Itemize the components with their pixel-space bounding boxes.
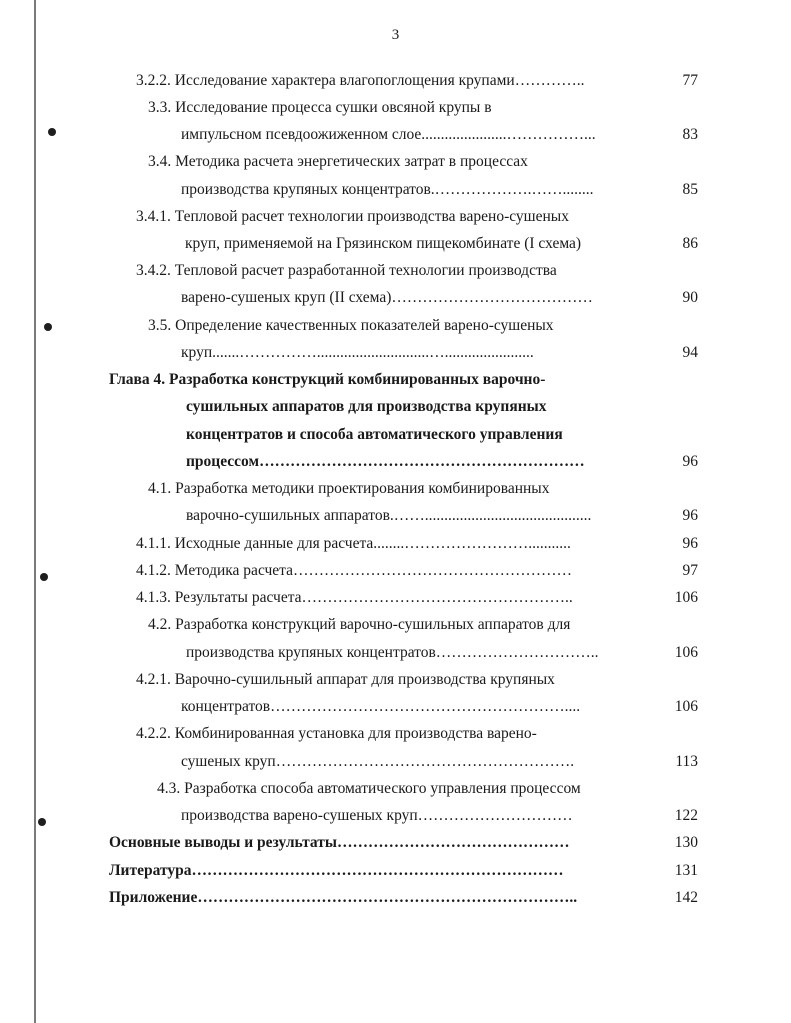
toc-entry-text: 3.4.2. Тепловой расчет разработанной технологии производства xyxy=(136,262,557,279)
toc-section-heading: Литература……………………………………………………………… xyxy=(109,862,564,879)
toc-entry-text: варено-сушеных круп (II схема)………………………………… xyxy=(181,289,593,306)
toc-section-heading: Основные выводы и результаты……………………………………… xyxy=(109,834,570,851)
toc-entry-page: 77 xyxy=(682,72,698,89)
toc-entry-page: 96 xyxy=(682,535,698,552)
toc-entry-text: 4.1.2. Методика расчета……………………………………………… xyxy=(136,562,573,579)
toc-entry-text: 3.4.1. Тепловой расчет технологии производства варено-сушеных xyxy=(136,208,569,225)
toc-entry-text: круп.......…………….............................…....................... xyxy=(181,344,534,361)
toc-entry-page: 130 xyxy=(674,834,698,851)
toc-entry-text: 4.2. Разработка конструкций варочно-сушильных аппаратов для xyxy=(148,616,571,633)
toc-chapter-heading: концентратов и способа автоматического управления xyxy=(186,426,563,443)
toc-entry-text: 3.3. Исследование процесса сушки овсяной крупы в xyxy=(148,99,492,116)
toc-entry-text: 4.2.2. Комбинированная установка для производства варено- xyxy=(136,725,537,742)
toc-entry-text: производства варено-сушеных круп………………………… xyxy=(181,807,573,824)
toc-entry-text: 4.1.3. Результаты расчета…………………………………………….. xyxy=(136,589,573,606)
toc-entry-text: 4.1. Разработка методики проектирования комбинированных xyxy=(148,480,550,497)
toc-entry-text: 3.2.2. Исследование характера влагопоглощения крупами………….. xyxy=(136,72,585,89)
toc-entry-text: импульсном псевдоожиженном слое......................……………... xyxy=(181,126,596,143)
toc-entry-text: сушеных круп…………………………………………………. xyxy=(181,753,575,770)
toc-entry-text: 3.4. Методика расчета энергетических затрат в процессах xyxy=(148,153,528,170)
toc-entry-text: производства крупяных концентратов………………………….. xyxy=(186,644,599,661)
toc-entry-text: производства крупяных концентратов.……………….……........ xyxy=(181,181,594,198)
toc-entry-text: 4.2.1. Варочно-сушильный аппарат для производства крупяных xyxy=(136,671,555,688)
toc-entry-text: 4.3. Разработка способа автоматического управления процессом xyxy=(157,780,581,797)
toc-chapter-heading: Глава 4. Разработка конструкций комбинированных варочно- xyxy=(109,371,546,388)
toc-entry-page: 96 xyxy=(682,453,698,470)
toc-entry-text: концентратов………………………………………………….... xyxy=(181,698,581,715)
toc-entry-text: варочно-сушильных аппаратов.……........................................... xyxy=(186,507,592,524)
toc-entry-page: 86 xyxy=(682,235,698,252)
toc-entry-page: 90 xyxy=(682,289,698,306)
toc-entry-page: 83 xyxy=(682,126,698,143)
toc-section-heading: Приложение……………………………………………………………….. xyxy=(109,889,578,906)
toc-entry-page: 113 xyxy=(675,753,698,770)
toc-entry-page: 106 xyxy=(674,698,698,715)
toc-chapter-heading: процессом……………………………………………………… xyxy=(186,453,585,470)
toc-entry-page: 97 xyxy=(682,562,698,579)
toc-entry-page: 94 xyxy=(682,344,698,361)
page-number: 3 xyxy=(391,27,400,43)
toc-entry-text: 3.5. Определение качественных показателей варено-сушеных xyxy=(148,317,554,334)
toc-entry-page: 106 xyxy=(674,644,698,661)
toc-entry-page: 131 xyxy=(674,862,698,879)
toc-entry-text: 4.1.1. Исходные данные для расчета........……………………........... xyxy=(136,535,571,552)
toc-entry-text: круп, применяемой на Грязинском пищекомбинате (I схема) xyxy=(185,235,582,252)
toc-entry-page: 96 xyxy=(682,507,698,524)
toc-chapter-heading: сушильных аппаратов для производства крупяных xyxy=(186,398,547,415)
toc-entry-page: 122 xyxy=(674,807,698,824)
toc-entry-page: 85 xyxy=(682,181,698,198)
toc-entry-page: 142 xyxy=(674,889,698,906)
toc-entry-page: 106 xyxy=(674,589,698,606)
